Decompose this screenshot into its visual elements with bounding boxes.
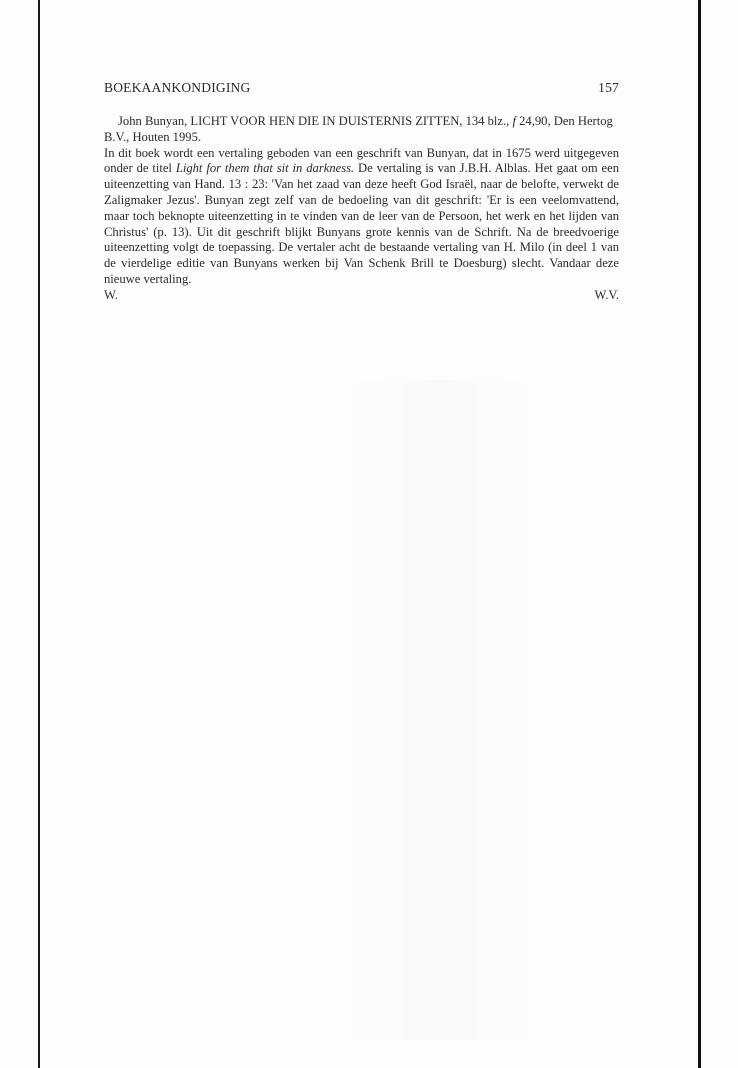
scan-border-left [38,0,40,1068]
scan-shading [340,380,540,1040]
signature-line [104,288,619,304]
running-header [104,80,619,96]
review-content [104,114,619,304]
citation-text-2: 24,90, Den Hertog B.V., Houten 1995. [104,114,613,144]
page-number: 157 [598,80,619,95]
section-title: BOEKAANKONDIGING [104,80,251,95]
signature-left: W. [104,287,118,302]
signature-right: W.V. [594,287,619,302]
original-title: Light for them that sit in darkness. [175,161,355,176]
guilder-symbol: f [512,114,516,128]
book-citation [104,114,619,146]
citation-text-1: John Bunyan, LICHT VOOR HEN DIE IN DUISTERNIS ZITTEN, 134 blz., [118,114,513,128]
review-text-part-2: De vertaling is van J.B.H. Alblas. Het gaat om een uiteenzetting van Hand. 13 : 23: 'Van het zaad van deze heeft God Israël, naar de belofte, verwekt de Zaligmaker Jezus'. Bunyan zegt zelf van de bedoeling van dit geschrift: 'Er is een veelomvattend, maar toch beknopte uiteenzetting in te vinden van de leer van de Persoon, het werk en het lijden van Christus' (p. 13). Uit dit geschrift blijkt Bunyans grote kennis van de Schrift. Na de breedvoerige uiteenzetting volgt de toepassing. De vertaler acht de bestaande vertaling van H. Milo (in deel 1 van de vierdelige editie van Bunyans werken bij Van Schenk Brill te Doesburg) slecht. Vandaar deze nieuwe vertaling. [104,161,619,286]
review-paragraph [104,146,619,288]
scan-border-right [698,0,701,1068]
review-text-part-1: In dit boek wordt een vertaling geboden van een geschrift van Bunyan, dat in 1675 werd uitgegeven onder de titel [104,145,619,176]
